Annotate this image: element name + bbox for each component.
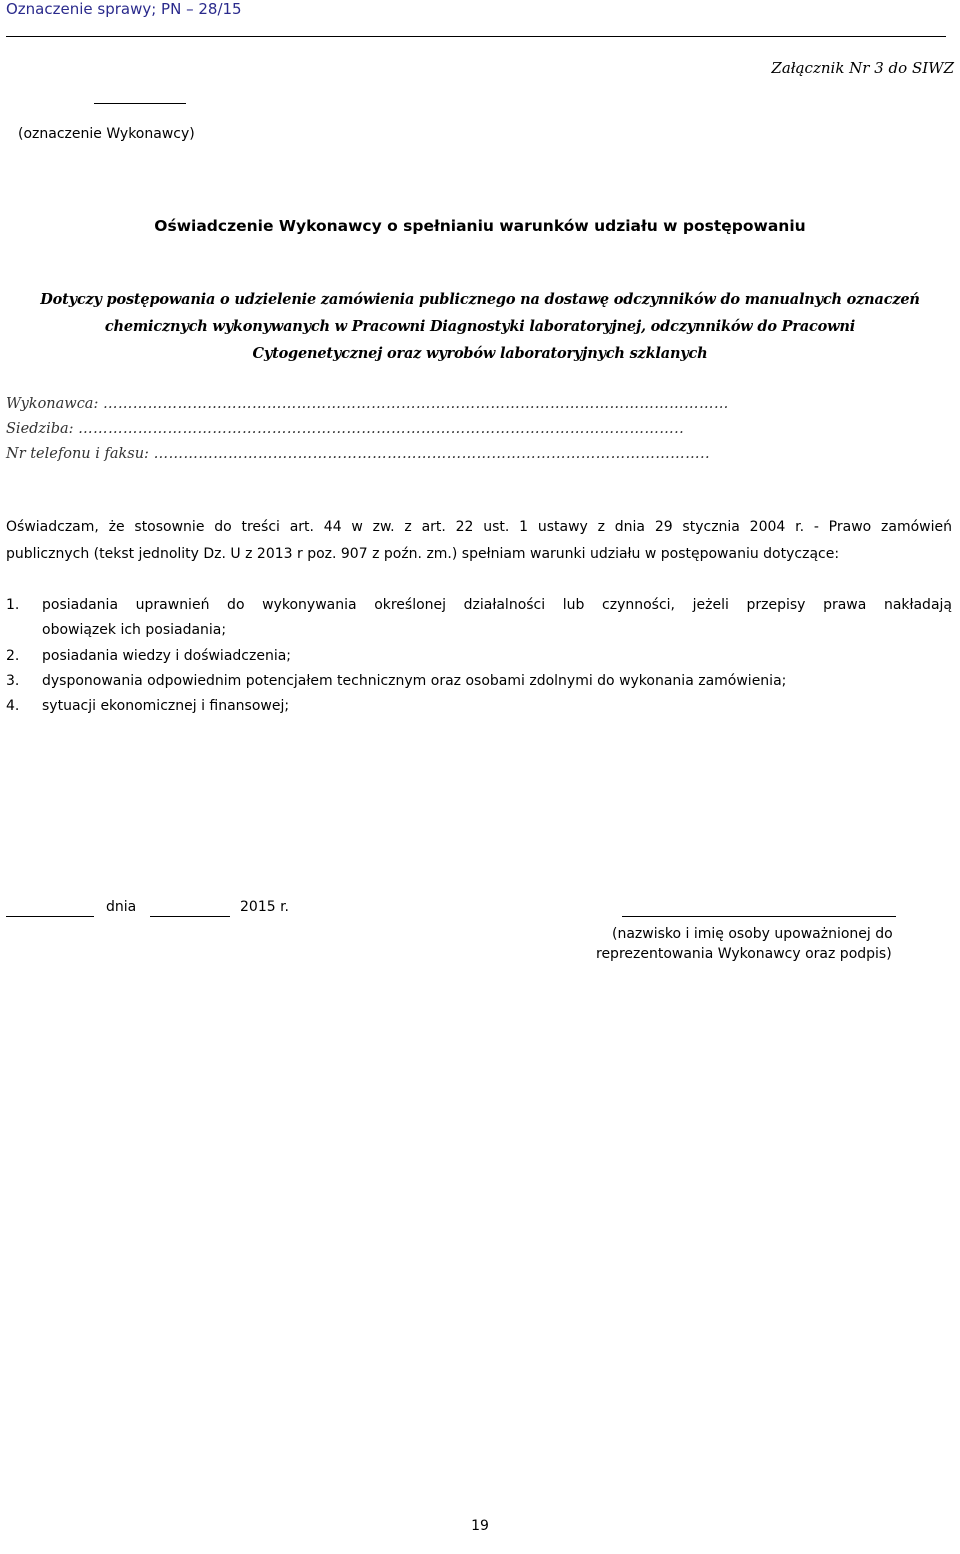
subject-line-1: Dotyczy postępowania o udzielenie zamówienia publicznego na dostawę odczynników do manualnych oznaczeń xyxy=(40,291,920,308)
contractor-label: Wykonawca: xyxy=(6,396,99,412)
condition-2-number: 2. xyxy=(6,648,20,664)
phone-value[interactable]: ………………………..……………………………………………………………………….. xyxy=(153,446,710,462)
page-number: 19 xyxy=(471,1518,489,1534)
header-rule xyxy=(6,36,946,37)
document-title: Oświadczenie Wykonawcy o spełnianiu warunków udziału w postępowaniu xyxy=(154,217,806,235)
contractor-mark-label: (oznaczenie Wykonawcy) xyxy=(18,126,195,142)
seat-label: Siedziba: xyxy=(6,421,74,437)
place-blank-line[interactable] xyxy=(6,916,94,917)
contractor-stamp-line xyxy=(94,103,186,104)
condition-4-text: sytuacji ekonomicznej i finansowej; xyxy=(42,698,290,714)
date-blank-line[interactable] xyxy=(150,916,230,917)
case-reference: Oznaczenie sprawy; PN – 28/15 xyxy=(6,0,242,18)
subject-line-2: chemicznych wykonywanych w Pracowni Diagnostyki laboratoryjnej, odczynników do Pracowni xyxy=(104,318,856,335)
seat-value[interactable]: ………………………………………………………………………………………………………….. xyxy=(78,421,685,437)
condition-2-text: posiadania wiedzy i doświadczenia; xyxy=(42,648,292,664)
declaration-line-2: publicznych (tekst jednolity Dz. U z 2013 r poz. 907 z poźn. zm.) spełniam warunki udziału w postępowaniu dotyczące: xyxy=(6,546,840,562)
condition-4-number: 4. xyxy=(6,698,20,714)
year-text: 2015 r. xyxy=(240,899,289,915)
date-label: dnia xyxy=(106,899,137,915)
phone-label: Nr telefonu i faksu: xyxy=(6,446,149,462)
phone-field[interactable] xyxy=(6,446,710,462)
condition-3-number: 3. xyxy=(6,673,20,689)
signature-caption-1: (nazwisko i imię osoby upoważnionej do xyxy=(612,926,893,942)
annex-label: Załącznik Nr 3 do SIWZ xyxy=(771,59,954,77)
signature-caption-2: reprezentowania Wykonawcy oraz podpis) xyxy=(596,946,892,962)
condition-1-text: posiadania uprawnień do wykonywania określonej działalności lub czynności, jeżeli przepisy prawa nakładają xyxy=(42,597,952,613)
condition-1-number: 1. xyxy=(6,597,20,613)
signature-blank-line[interactable] xyxy=(622,916,896,917)
contractor-value[interactable]: ……………………………………………………………………………………………………………… xyxy=(102,396,729,412)
subject-line-3: Cytogenetycznej oraz wyrobów laboratoryjnych szklanych xyxy=(252,345,708,362)
condition-1-text-cont: obowiązek ich posiadania; xyxy=(42,622,227,638)
condition-3-text: dysponowania odpowiednim potencjałem technicznym oraz osobami zdolnymi do wykonania zamówienia; xyxy=(42,673,787,689)
contractor-field[interactable] xyxy=(6,396,729,412)
declaration-line-1: Oświadczam, że stosownie do treści art. 44 w zw. z art. 22 ust. 1 ustawy z dnia 29 stycznia 2004 r. - Prawo zamówień xyxy=(6,519,952,535)
seat-field[interactable] xyxy=(6,421,684,437)
